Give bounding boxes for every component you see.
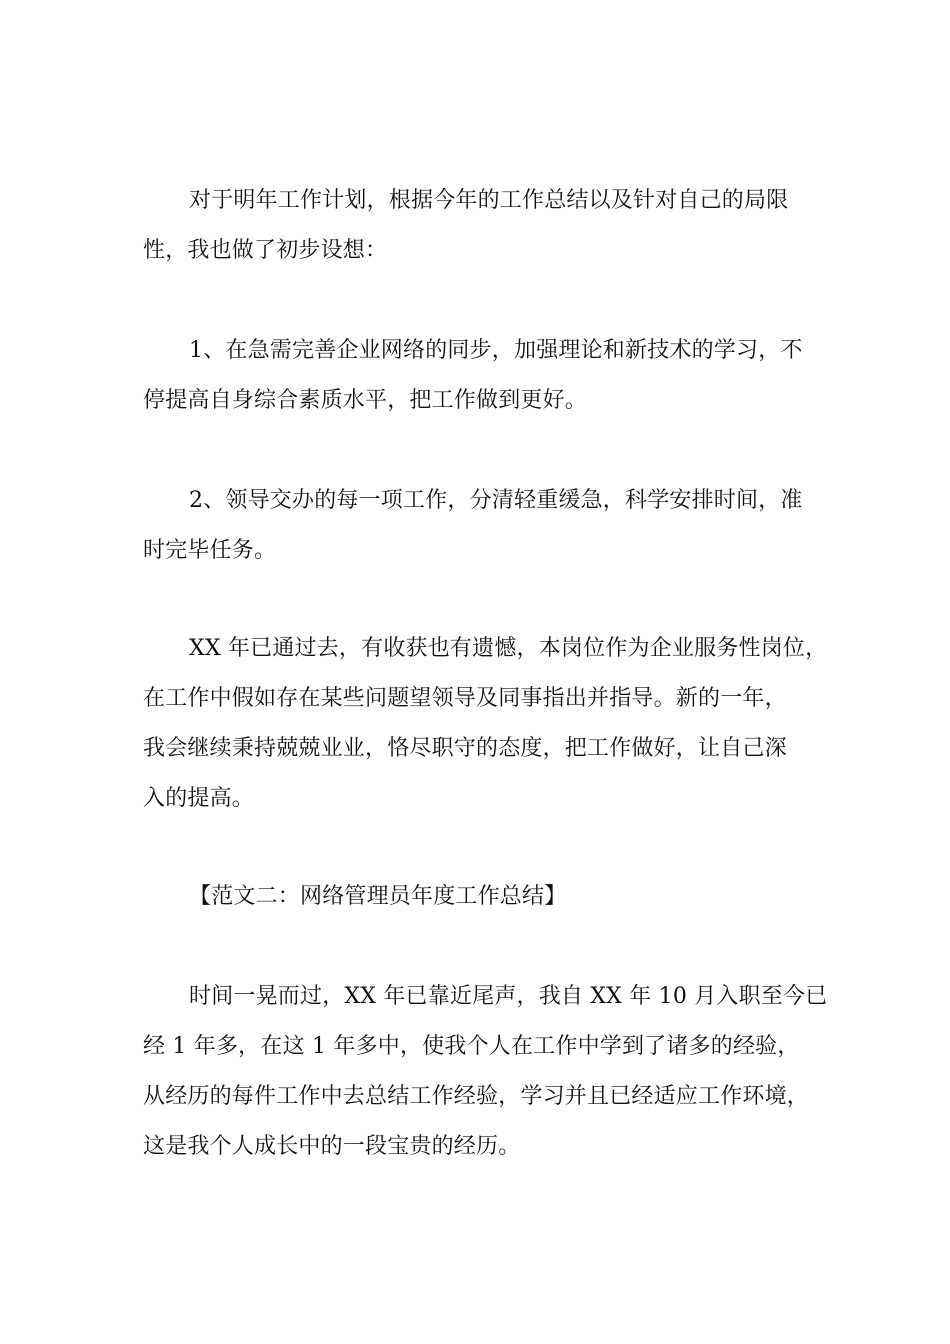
text-line: 经 1 年多，在这 1 年多中，使我个人在工作中学到了诸多的经验， (143, 1034, 800, 1059)
section-heading-sample-two (143, 872, 833, 922)
text-line: 性，我也做了初步设想： (143, 238, 388, 263)
text-line: 我会继续秉持兢兢业业，恪尽职守的态度，把工作做好，让自己深 (143, 736, 787, 761)
text-line: 对于明年工作计划，根据今年的工作总结以及针对自己的局限 (189, 188, 789, 213)
text-line: 时间一晃而过，XX 年已靠近尾声，我自 XX 年 10 月入职至今已 (189, 984, 828, 1009)
paragraph-sample-two-intro (143, 972, 833, 1172)
text-line: XX 年已通过去，有收获也有遗憾，本岗位作为企业服务性岗位， (189, 636, 828, 661)
text-line: 这是我个人成长中的一段宝贵的经历。 (143, 1134, 521, 1159)
paragraph-plan-intro (143, 176, 833, 276)
paragraph-plan-item-2 (143, 476, 833, 576)
text-line: 在工作中假如存在某些问题望领导及同事指出并指导。新的一年， (143, 686, 787, 711)
text-line: 2、领导交办的每一项工作，分清轻重缓急，科学安排时间，准 (189, 488, 803, 513)
paragraph-plan-item-1 (143, 326, 833, 426)
text-line: 从经历的每件工作中去总结工作经验，学习并且已经适应工作环境， (143, 1084, 810, 1109)
text-line: 入的提高。 (143, 786, 255, 811)
text-line: 时完毕任务。 (143, 538, 277, 563)
text-line: 1、在急需完善企业网络的同步，加强理论和新技术的学习，不 (189, 338, 803, 363)
paragraph-year-review (143, 624, 833, 824)
heading-text: 【范文二：网络管理员年度工作总结】 (189, 884, 567, 909)
text-line: 停提高自身综合素质水平，把工作做到更好。 (143, 388, 588, 413)
